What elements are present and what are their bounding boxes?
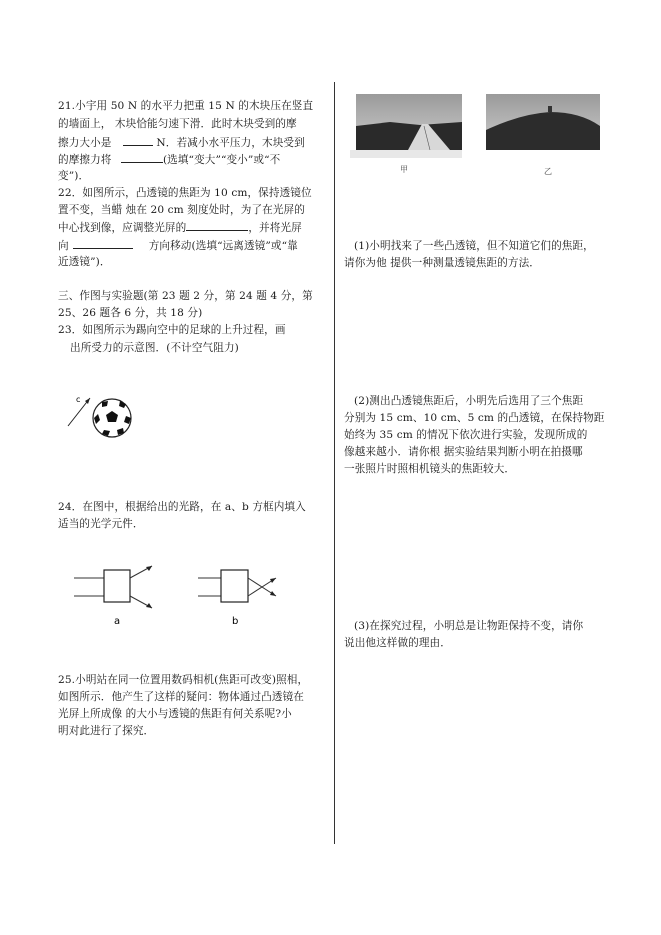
q22-line3 xyxy=(58,219,302,236)
q21-line4-text-a: 的摩擦力将 xyxy=(58,154,112,166)
q21-line4-text-b: (选填“变大”“变小”或“不 xyxy=(162,154,281,166)
label-c: c xyxy=(76,395,81,404)
q21-line1: 21.小宇用 50 N 的水平力把重 15 N 的木块压在竖直 xyxy=(58,100,314,112)
photo-jia xyxy=(350,94,462,174)
q21-line4 xyxy=(58,151,280,168)
part3-line1: (3)在探究过程，小明总是让物距保持不变，请你 xyxy=(354,620,584,632)
part2-line4: 像越来越小．请你根 据实验结果判断小明在拍摄哪 xyxy=(344,446,583,458)
q21-answer-blank-2[interactable] xyxy=(121,151,163,163)
q23-line2: 出所受力的示意图．(不计空气阻力) xyxy=(70,342,239,354)
q22-line3-text-a: 中心找到像，应调整光屏的 xyxy=(58,222,187,234)
camera-photos-figure xyxy=(350,92,612,178)
q25-line2: 如图所示．他产生了这样的疑问：物体通过凸透镜在 xyxy=(58,691,304,703)
q25-line4: 明对此进行了探究． xyxy=(58,725,155,737)
q22-line3-text-b: ，并将光屏 xyxy=(248,222,302,234)
q23-line1: 23．如图所示为踢向空中的足球的上升过程，画 xyxy=(58,324,286,336)
q21-line3 xyxy=(58,134,305,151)
optics-boxes-figure xyxy=(66,556,296,630)
box-a[interactable] xyxy=(104,570,130,602)
q21-line5: 变”)． xyxy=(58,170,90,182)
q21-answer-blank-1[interactable] xyxy=(123,134,153,146)
part2-line1: (2)测出凸透镜焦距后，小明先后选用了三个焦距 xyxy=(354,395,584,407)
q22-line2: 置不变，当蜡 烛在 20 cm 刻度处时，为了在光屏的 xyxy=(58,204,305,216)
section3-line1: 三、作图与实验题(第 23 题 2 分，第 24 题 4 分，第 xyxy=(58,290,313,302)
column-divider xyxy=(334,82,335,844)
part2-line2: 分别为 15 cm、10 cm、5 cm 的凸透镜，在保持物距 xyxy=(344,412,605,424)
photo-jia-bottom-strip xyxy=(350,150,462,158)
q22-line1: 22．如图所示，凸透镜的焦距为 10 cm，保持透镜位 xyxy=(58,187,312,199)
part1-line2: 请你为他 提供一种测量透镜焦距的方法． xyxy=(344,257,540,269)
photo-yi-building xyxy=(548,106,552,112)
q22-answer-blank-2[interactable] xyxy=(73,237,133,249)
photo-yi-label: 乙 xyxy=(544,167,552,176)
box-b[interactable] xyxy=(221,570,248,602)
q24-line1: 24．在图中，根据给出的光路，在 a、b 方框内填入 xyxy=(58,501,306,513)
q22-answer-blank-1[interactable] xyxy=(186,219,248,231)
photo-yi xyxy=(486,94,600,176)
q25-line1: 25.小明站在同一位置用数码相机(焦距可改变)照相， xyxy=(58,674,309,686)
q22-line4-text-a: 向 xyxy=(58,240,69,252)
q22-line4-text-b: 方向移动(选填“远离透镜”或“靠 xyxy=(148,240,298,252)
part3-line2: 说出他这样做的理由． xyxy=(344,637,451,649)
q25-line3: 光屏上所成像 的大小与透镜的焦距有何关系呢?小 xyxy=(58,708,292,720)
q21-line3-text-a: 擦力大小是 xyxy=(58,137,112,149)
q22-line5: 近透镜”)． xyxy=(58,256,111,268)
box-b-label: b xyxy=(232,616,239,627)
photo-jia-label: 甲 xyxy=(400,165,408,174)
q21-line2: 的墙面上， 木块恰能匀速下滑．此时木块受到的摩 xyxy=(58,118,297,130)
box-a-diagram xyxy=(74,566,152,627)
box-b-arrow-top xyxy=(270,591,276,596)
box-b-diagram xyxy=(198,570,276,627)
section3-line2: 25、26 题各 6 分，共 18 分) xyxy=(58,307,203,319)
soccer-ball-figure xyxy=(62,388,142,448)
q24-line2: 适当的光学元件． xyxy=(58,518,144,530)
box-a-label: a xyxy=(114,616,121,627)
box-b-arrow-bottom xyxy=(270,578,276,583)
q21-line3-text-b: N．若减小水平压力，木块受到 xyxy=(152,137,305,149)
part2-line3: 始终为 35 cm 的情况下依次进行实验，发现所成的 xyxy=(344,429,588,441)
q22-line4 xyxy=(58,237,298,254)
part1-line1: (1)小明找来了一些凸透镜，但不知道它们的焦距， xyxy=(354,240,594,252)
part2-line5: 一张照片时照相机镜头的焦距较大． xyxy=(344,463,516,475)
